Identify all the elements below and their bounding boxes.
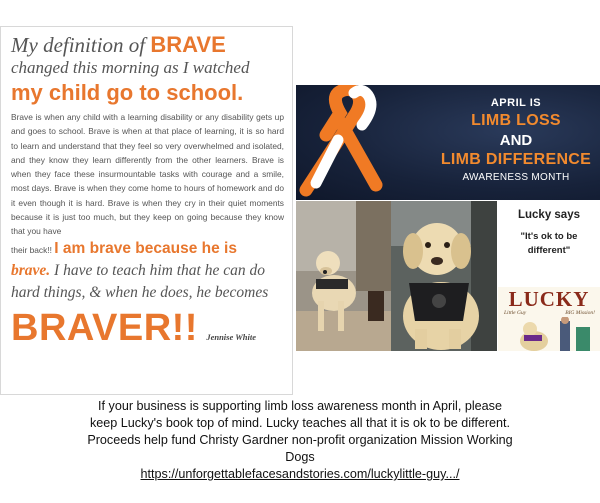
book-title: LUCKY — [508, 287, 590, 311]
caption-text — [40, 398, 560, 483]
banner-and: AND — [499, 132, 533, 149]
awareness-month-banner — [296, 85, 600, 200]
caption-link[interactable]: https://unforgettablefacesandstories.com/luckylittle-guy.../ — [140, 467, 460, 481]
quote-body: Brave is when any child with a learning disability or any disability gets up and goes to school. Brave is when at that place of learning, it is so hard to learn and understand that they feel so very overwhelmed and isolated, and they know they learn differently from the other learners. Brave is when they face these insurmountable tasks with courage and a smile, most days. Brave is when they come home to hours of homework and do it even though it is hard. Brave is when they cry in their quiet moments because it is just too much, but they keep on going because they know that you have — [11, 112, 284, 237]
caption-line3: Proceeds help fund Christy Gardner non-profit organization Mission Working — [87, 433, 513, 447]
quote-heading-line3: my child go to school. — [11, 80, 244, 105]
banner-limb-difference: LIMB DIFFERENCE — [440, 151, 592, 168]
caption-line2: keep Lucky's book top of mind. Lucky teaches all that it is ok to be different. — [89, 416, 511, 430]
quote-braver: BRAVER!! — [11, 306, 198, 349]
banner-april-is: APRIL IS — [490, 97, 542, 109]
dog-standing-illustration — [296, 201, 391, 351]
lucky-says-box — [498, 201, 600, 287]
dog-closeup-illustration — [391, 201, 497, 351]
book-subtitle-right: BIG Mission! — [565, 310, 595, 316]
quote-body-end-text: their back!! — [11, 244, 55, 255]
quote-signature: Jennise White — [206, 331, 256, 342]
banner-awareness-month: AWARENESS MONTH — [462, 172, 570, 183]
brave-quote-panel — [0, 26, 293, 395]
quote-italic-text1: I have to teach him that he can do — [50, 261, 265, 279]
lucky-says-title: Lucky says — [517, 209, 580, 221]
banner-limb-loss: LIMB LOSS — [471, 112, 561, 129]
quote-body-end — [11, 239, 284, 260]
lucky-says-quote-line2: different" — [527, 245, 571, 256]
lucky-book-cover — [498, 287, 600, 351]
quote-italic-line1 — [11, 260, 284, 282]
dog-standing-photo — [296, 201, 391, 351]
dog-closeup-photo — [391, 201, 497, 351]
quote-heading-prefix: My definition of — [11, 33, 151, 57]
quote-heading-line2: changed this morning as I watched — [11, 58, 250, 77]
quote-braver-row — [11, 306, 284, 350]
quote-heading-brave: BRAVE — [150, 32, 226, 57]
quote-italic-line2: hard things, & when he does, he becomes — [11, 283, 269, 301]
caption-line4: Dogs — [285, 450, 315, 464]
lucky-says-quote-line1: "It's ok to be — [520, 231, 578, 242]
book-cover-illustration — [498, 317, 600, 351]
quote-heading-line1 — [11, 33, 284, 57]
awareness-ribbon-icon — [296, 85, 406, 200]
book-subtitle-left: Little Guy — [504, 310, 527, 316]
quote-i-am-brave: I am brave because he is — [54, 239, 237, 257]
caption-line1: If your business is supporting limb loss awareness month in April, please — [98, 399, 502, 413]
quote-brave-dot: brave. — [11, 261, 51, 279]
